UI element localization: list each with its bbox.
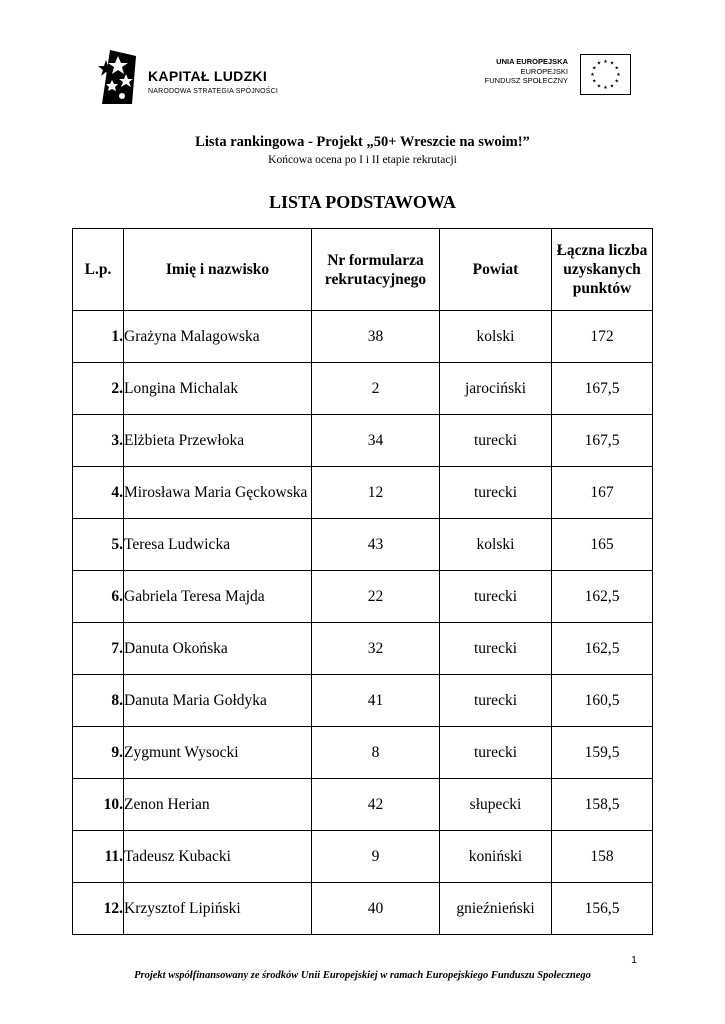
svg-text:★: ★ [616,72,621,78]
cell-form: 8 [312,727,440,779]
document-subtitle: Końcowa ocena po I i II etapie rekrutacji [268,154,457,166]
cell-county: turecki [440,727,552,779]
eu-line-1: UNIA EUROPEJSKA [496,57,568,66]
cell-county: kolski [440,519,552,571]
eu-logo-text [478,57,568,86]
kapital-ludzki-name: KAPITAŁ LUDZKI [148,68,268,84]
page-number: 1 [631,954,637,966]
column-header-name: Imię i nazwisko [124,229,312,311]
svg-text:★: ★ [614,78,620,85]
cell-form: 41 [312,675,440,727]
cell-form: 43 [312,519,440,571]
cell-county: turecki [440,571,552,623]
cell-form: 2 [312,363,440,415]
cell-county: turecki [440,467,552,519]
table-row [73,831,653,883]
table-row [73,311,653,363]
cell-county: turecki [440,675,552,727]
cell-form: 12 [312,467,440,519]
cell-form: 38 [312,311,440,363]
svg-text:★: ★ [596,60,602,67]
cell-name: Danuta Okońska [124,623,312,675]
column-header-lp: L.p. [73,229,124,311]
cell-lp: 12. [73,883,124,935]
svg-text:★: ★ [614,65,620,72]
cell-name: Teresa Ludwicka [124,519,312,571]
cell-form: 22 [312,571,440,623]
svg-text:★: ★ [609,60,615,67]
cell-lp: 2. [73,363,124,415]
cell-name: Zygmunt Wysocki [124,727,312,779]
cell-lp: 4. [73,467,124,519]
cell-county: gnieźnieński [440,883,552,935]
column-header-points: Łączna liczba uzyskanych punktów [552,229,653,311]
table-header-row [73,229,653,311]
cell-lp: 7. [73,623,124,675]
cell-points: 162,5 [552,623,653,675]
cell-name: Mirosława Maria Gęckowska [124,467,312,519]
cell-form: 34 [312,415,440,467]
ranking-table [72,228,653,935]
cell-points: 159,5 [552,727,653,779]
cell-lp: 8. [73,675,124,727]
svg-text:★: ★ [603,59,608,65]
cell-county: turecki [440,623,552,675]
cell-points: 167 [552,467,653,519]
cell-county: kolski [440,311,552,363]
svg-text:★: ★ [591,78,597,85]
cell-lp: 6. [73,571,124,623]
cell-lp: 1. [73,311,124,363]
cell-points: 165 [552,519,653,571]
cell-form: 9 [312,831,440,883]
cell-points: 167,5 [552,415,653,467]
cell-form: 42 [312,779,440,831]
kapital-ludzki-emblem-icon [96,46,140,106]
cell-points: 156,5 [552,883,653,935]
cell-lp: 11. [73,831,124,883]
footer-note: Projekt współfinansowany ze środków Unii Europejskiej w ramach Europejskiego Funduszu Społecznego [134,970,591,981]
table-row [73,727,653,779]
list-heading: LISTA PODSTAWOWA [269,192,456,212]
cell-county: turecki [440,415,552,467]
cell-county: słupecki [440,779,552,831]
column-header-county: Powiat [440,229,552,311]
cell-lp: 5. [73,519,124,571]
svg-text:★: ★ [596,83,602,90]
page-header [0,40,725,115]
cell-name: Zenon Herian [124,779,312,831]
cell-points: 158,5 [552,779,653,831]
table-row [73,779,653,831]
cell-points: 158 [552,831,653,883]
svg-text:★: ★ [603,85,608,91]
cell-name: Longina Michalak [124,363,312,415]
table-row [73,519,653,571]
cell-name: Gabriela Teresa Majda [124,571,312,623]
cell-name: Danuta Maria Gołdyka [124,675,312,727]
cell-form: 32 [312,623,440,675]
cell-name: Elżbieta Przewłoka [124,415,312,467]
cell-name: Krzysztof Lipiński [124,883,312,935]
table-row [73,415,653,467]
svg-text:★: ★ [591,65,597,72]
cell-points: 167,5 [552,363,653,415]
cell-lp: 9. [73,727,124,779]
cell-county: koniński [440,831,552,883]
kapital-ludzki-subtitle: NARODOWA STRATEGIA SPÓJNOŚCI [148,88,279,95]
table-row [73,675,653,727]
cell-form: 40 [312,883,440,935]
document-title: Lista rankingowa - Projekt „50+ Wreszcie na swoim!” [195,134,530,150]
svg-text:★: ★ [609,83,615,90]
cell-name: Tadeusz Kubacki [124,831,312,883]
cell-points: 162,5 [552,571,653,623]
table-row [73,571,653,623]
table-row [73,623,653,675]
eu-line-3: FUNDUSZ SPOŁECZNY [484,76,568,85]
cell-county: jarociński [440,363,552,415]
table-row [73,883,653,935]
cell-points: 172 [552,311,653,363]
cell-name: Grażyna Malagowska [124,311,312,363]
kapital-ludzki-logo [96,46,296,106]
eu-line-2: EUROPEJSKI [520,66,568,76]
table-row [73,363,653,415]
cell-points: 160,5 [552,675,653,727]
table-row [73,467,653,519]
cell-lp: 10. [73,779,124,831]
svg-text:★: ★ [590,72,595,78]
column-header-form: Nr formularza rekrutacyjnego [312,229,440,311]
cell-lp: 3. [73,415,124,467]
eu-flag-icon [580,54,631,95]
